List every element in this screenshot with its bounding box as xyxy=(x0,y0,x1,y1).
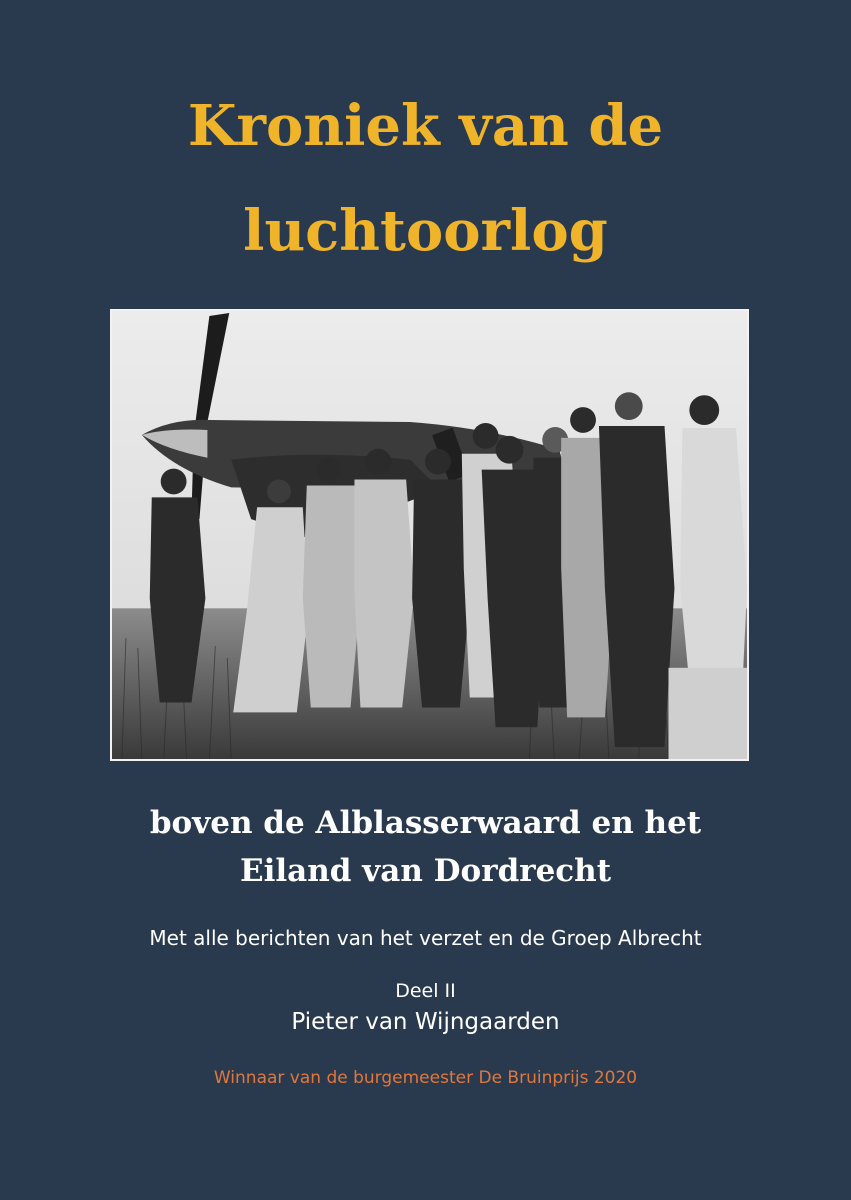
concrete-block-shape xyxy=(668,668,747,759)
cover-subtitle-line-1: boven de Alblasserwaard en het xyxy=(149,805,702,841)
cover-tagline: Met alle berichten van het verzet en de Groep Albrecht xyxy=(149,926,702,950)
cover-author: Pieter van Wijngaarden xyxy=(291,1009,560,1035)
cover-award: Winnaar van de burgemeester De Bruinprijs 2020 xyxy=(213,1068,638,1088)
cover-title-line-1: Kroniek van de xyxy=(187,93,664,159)
cover-volume: Deel II xyxy=(395,980,456,1002)
pilots-with-aircraft-photo xyxy=(112,311,747,759)
cover-title-line-2: luchtoorlog xyxy=(243,198,608,264)
cover-subtitle-line-2: Eiland van Dordrecht xyxy=(239,853,612,889)
cover-photo xyxy=(110,309,749,761)
